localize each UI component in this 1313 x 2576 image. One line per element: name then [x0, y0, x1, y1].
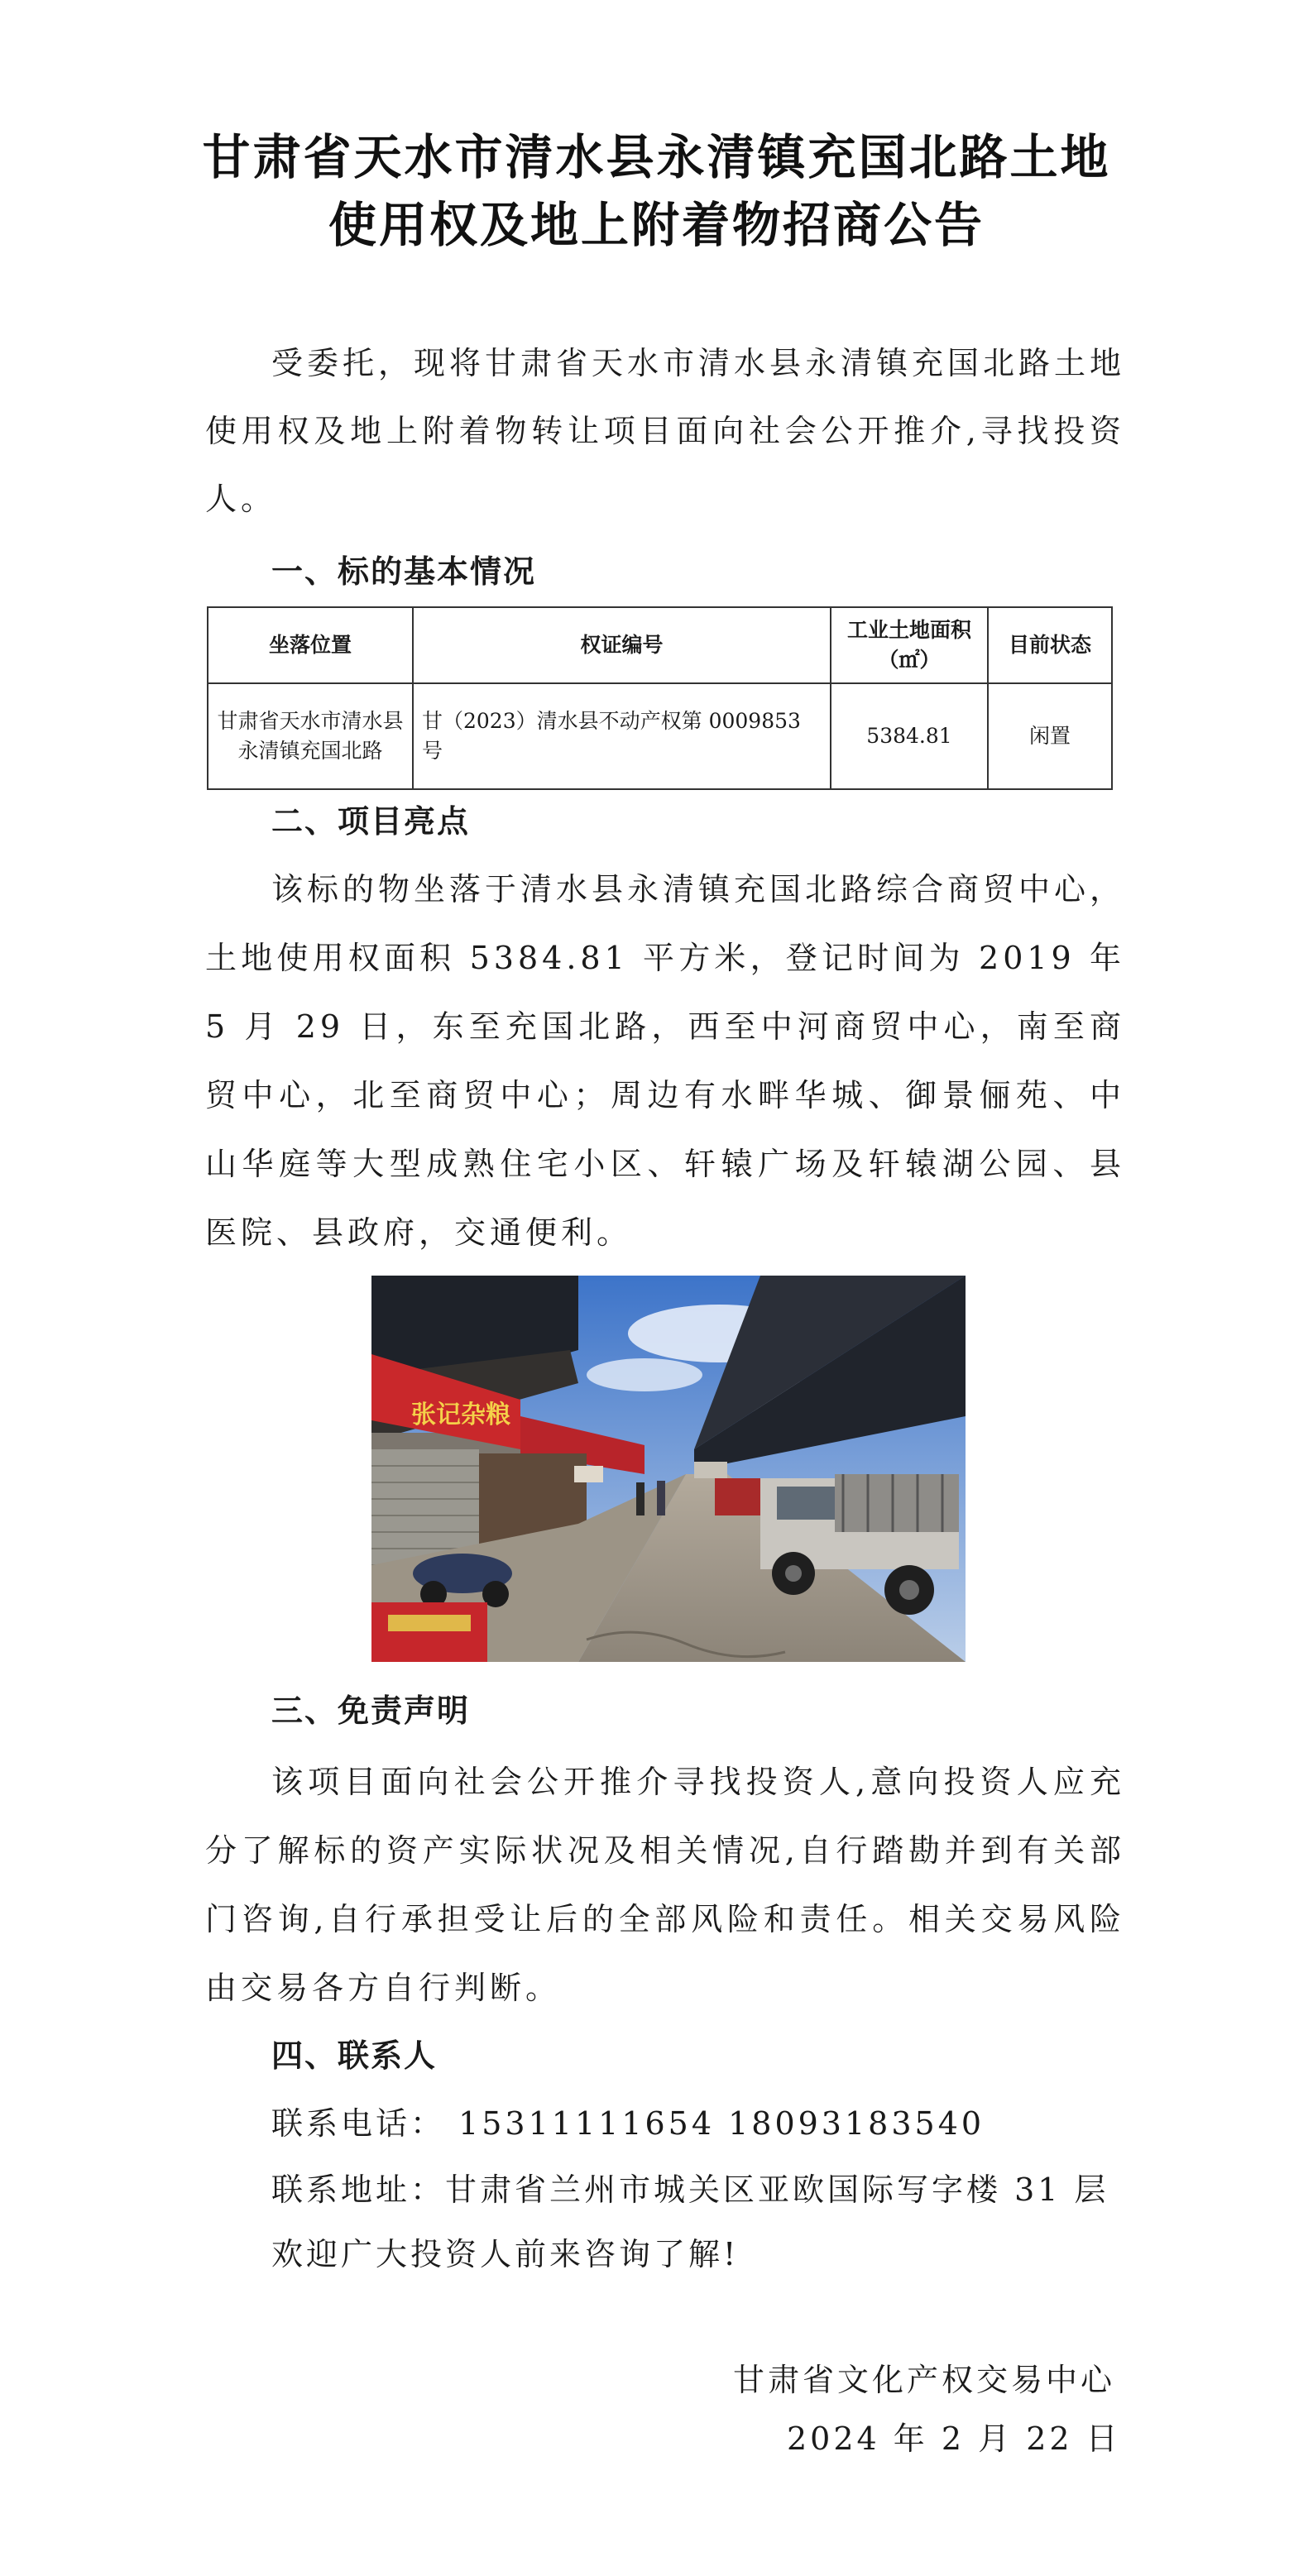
intro-paragraph: 受委托，现将甘肃省天水市清水县永清镇充国北路土地使用权及地上附着物转让项目面向社会公开推介,寻找投资人。: [205, 345, 1126, 517]
issue-date: 2024 年 2 月 22 日: [787, 2420, 1121, 2457]
table-cell-area: 5384.81: [831, 683, 988, 789]
section-heading-contact: 四、联系人: [271, 2037, 438, 2074]
table-cell-certificate: 甘（2023）清水县不动产权第 0009853 号: [413, 683, 831, 789]
table-header-row: [208, 607, 1112, 683]
page-title-line-2: 使用权及地上附着物招商公告: [328, 197, 985, 253]
page-title-line-1: 甘肃省天水市清水县永清镇充国北路土地: [202, 129, 1111, 185]
table-header-certificate: 权证编号: [413, 607, 831, 683]
table-header-status: 目前状态: [988, 607, 1112, 683]
table-row: [208, 683, 1112, 789]
contact-address: 联系地址：甘肃省兰州市城关区亚欧国际写字楼 31 层: [271, 2171, 1109, 2208]
contact-phone: 联系电话： 15311111654 18093183540: [271, 2105, 985, 2142]
table-cell-location: 甘肃省天水市清水县永清镇充国北路: [208, 683, 413, 789]
property-table: [207, 606, 1113, 790]
site-photo: [371, 1276, 966, 1662]
highlights-paragraph: 该标的物坐落于清水县永清镇充国北路综合商贸中心，土地使用权面积 5384.81 平方米，登记时间为 2019 年 5 月 29 日，东至充国北路，西至中河商贸中心，南至商贸中心，北至商贸中心；周边有水畔华城、御景俪苑、中山华庭等大型成熟住宅小区、轩辕广场及轩辕湖公园、县医院、县政府，交通便利。: [205, 871, 1126, 1251]
shop-sign-text: 张记杂粮: [411, 1401, 510, 1429]
section-heading-basic: 一、标的基本情况: [271, 553, 537, 590]
table-cell-status: 闲置: [988, 683, 1112, 789]
section-heading-highlights: 二、项目亮点: [271, 803, 471, 840]
section-heading-disclaimer: 三、免责声明: [271, 1693, 471, 1729]
welcome-text: 欢迎广大投资人前来咨询了解!: [271, 2236, 740, 2272]
disclaimer-paragraph: 该项目面向社会公开推介寻找投资人,意向投资人应充分了解标的资产实际状况及相关情况,自行踏勘并到有关部门咨询,自行承担受让后的全部风险和责任。相关交易风险由交易各方自行判断。: [205, 1764, 1125, 2006]
street-market-photo: [371, 1276, 966, 1662]
table-header-area: 工业土地面积（㎡）: [831, 607, 988, 683]
issuer-organization: 甘肃省文化产权交易中心: [733, 2362, 1116, 2398]
table-header-location: 坐落位置: [208, 607, 413, 683]
